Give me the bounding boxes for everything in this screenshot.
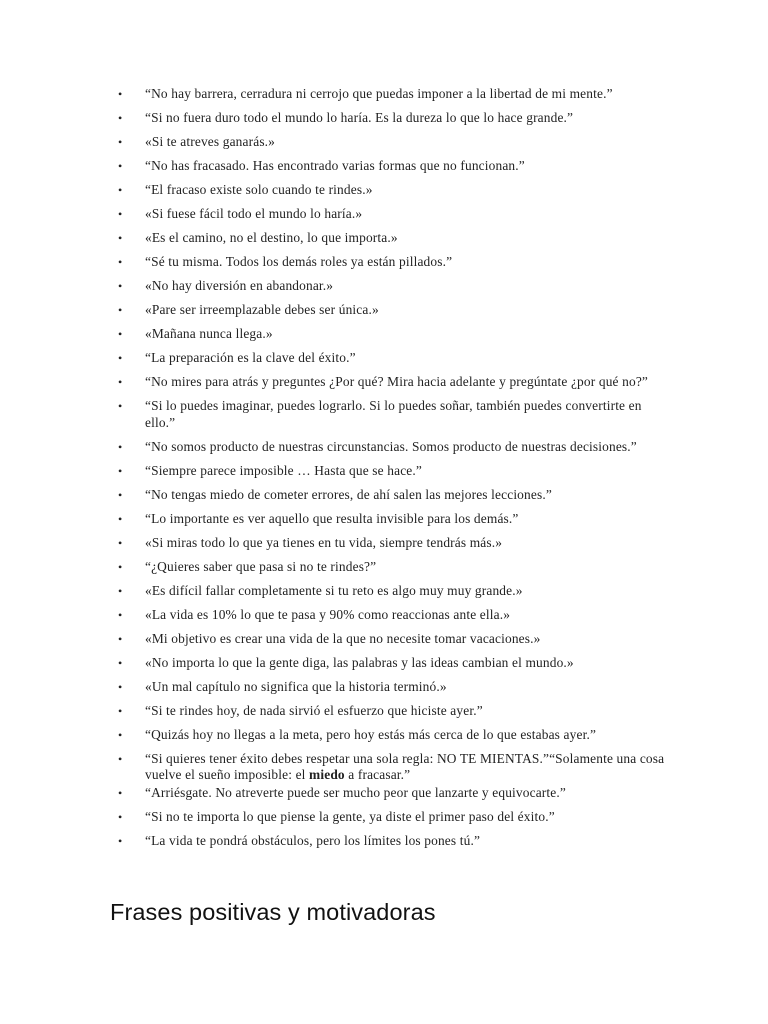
list-item [110,110,670,127]
list-item [110,86,670,103]
list-item [110,559,670,576]
quote-text: «Mi objetivo es crear una vida de la que no necesite tomar vacaciones.» [145,630,541,646]
bullet: • [118,511,123,526]
quote-text: «Pare ser irreemplazable debes ser única.» [145,302,379,317]
bullet: • [118,279,123,293]
quote-text: “Si no fuera duro todo el mundo lo haría. Es la dureza lo que lo hace grande.” [145,110,574,125]
bullet: • [118,559,123,574]
list-item [110,535,670,552]
list-item [110,487,670,504]
quote-text: «Un mal capítulo no significa que la historia terminó.» [145,678,447,694]
quote-text: “Sé tu misma. Todos los demás roles ya están pillados.” [145,254,453,269]
list-item [110,463,670,480]
quote-text: “No hay barrera, cerradura ni cerrojo que puedas imponer a la libertad de mi mente.” [145,86,613,101]
bullet: • [118,679,123,694]
bullet: • [118,785,123,800]
bullet: • [118,207,123,221]
list-item [110,607,670,624]
quote-text: “Quizás hoy no llegas a la meta, pero hoy estás más cerca de lo que estabas ayer.” [145,726,597,742]
bullet: • [118,703,123,718]
bullet: • [118,583,123,598]
bullet: • [118,231,123,245]
list-item [110,809,670,826]
quote-text: “No tengas miedo de cometer errores, de ahí salen las mejores lecciones.” [145,486,552,502]
list-item [110,833,670,850]
list-item [110,134,670,151]
quote-text: “La vida te pondrá obstáculos, pero los límites los pones tú.” [145,832,481,848]
bullet: • [118,607,123,622]
emphasis-word: miedo [309,767,345,782]
quote-text-after: a fracasar.” [344,767,411,782]
section-heading: Frases positivas y motivadoras [110,899,436,925]
list-item [110,583,670,600]
bullet: • [118,87,123,101]
list-item [110,655,670,672]
quote-text: «Mañana nunca llega.» [145,326,273,341]
quote-text: “Arriésgate. No atreverte puede ser mucho peor que lanzarte y equivocarte.” [145,784,566,800]
quote-text: «Si te atreves ganarás.» [145,134,276,149]
bullet: • [118,631,123,646]
list-item [110,230,670,247]
list-item [110,206,670,223]
bullet: • [118,255,123,269]
list-item [110,158,670,175]
list-item [110,278,670,295]
bullet: • [118,487,123,502]
quote-text: “No has fracasado. Has encontrado varias formas que no funcionan.” [145,158,525,173]
list-item [110,302,670,319]
list-item [110,679,670,696]
bullet: • [118,439,123,454]
quote-text-before: “Si quieres tener éxito debes respetar una sola regla: NO TE MIENTAS.”“Solamente una cosa vuelve el sueño imposible: el [145,750,665,782]
quote-text: “Lo importante es ver aquello que resulta invisible para los demás.” [145,510,519,526]
bullet: • [118,111,123,125]
quote-text: “No mires para atrás y preguntes ¿Por qué? Mira hacia adelante y pregúntate ¿por qué no?” [145,374,649,389]
bullet: • [118,751,123,766]
list-item [110,751,670,784]
quote-text: “¿Quieres saber que pasa si no te rindes?” [145,558,377,574]
bullet: • [118,809,123,824]
bullet: • [118,833,123,848]
bullet: • [118,535,123,550]
quote-text: «No importa lo que la gente diga, las palabras y las ideas cambian el mundo.» [145,654,574,670]
list-item [110,511,670,528]
quote-text: “Si no te importa lo que piense la gente, ya diste el primer paso del éxito.” [145,808,555,824]
list-item [110,254,670,271]
bullet: • [118,655,123,670]
list-item [110,350,670,367]
quote-text: “Si lo puedes imaginar, puedes lograrlo. Si lo puedes soñar, también puedes convertirte en ello.” [145,398,642,430]
list-item [110,631,670,648]
list-item [110,374,670,391]
quote-text: “La preparación es la clave del éxito.” [145,350,356,365]
bullet: • [118,135,123,149]
bullet: • [118,463,123,478]
bullet: • [118,351,123,365]
quote-text: “Si te rindes hoy, de nada sirvió el esfuerzo que hiciste ayer.” [145,702,483,718]
list-item [110,398,670,431]
bullet: • [118,159,123,173]
list-item [110,439,670,456]
list-item [110,727,670,744]
list-item [110,703,670,720]
quote-text: «La vida es 10% lo que te pasa y 90% como reaccionas ante ella.» [145,606,511,622]
list-item [110,182,670,199]
quote-text: “No somos producto de nuestras circunstancias. Somos producto de nuestras decisiones.” [145,438,637,454]
bullet: • [118,183,123,197]
quote-text: “El fracaso existe solo cuando te rindes.» [145,182,373,197]
bullet: • [118,303,123,317]
quote-text: “Siempre parece imposible … Hasta que se hace.” [145,462,422,478]
list-item [110,326,670,343]
quote-text: «Si fuese fácil todo el mundo lo haría.» [145,206,363,221]
bullet: • [118,375,123,389]
list-item [110,785,670,802]
quote-text: «Si miras todo lo que ya tienes en tu vida, siempre tendrás más.» [145,534,503,550]
quote-text: «Es difícil fallar completamente si tu reto es algo muy muy grande.» [145,582,523,598]
bullet: • [118,327,123,341]
quote-text: «Es el camino, no el destino, lo que importa.» [145,230,398,245]
quote-text: «No hay diversión en abandonar.» [145,278,334,293]
quote-list [110,86,670,857]
bullet: • [118,727,123,742]
bullet: • [118,399,123,413]
